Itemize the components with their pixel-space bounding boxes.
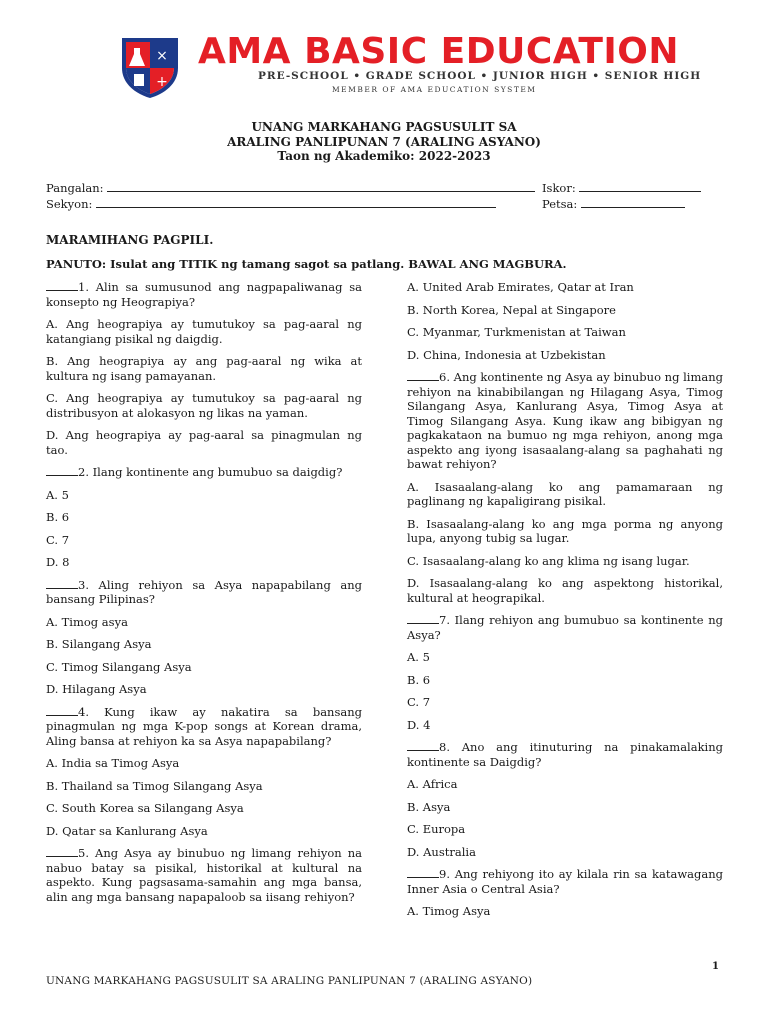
question-4: 4. Kung ikaw ay nakatira sa bansang pinagmulan ng mga K-pop songs at Korean drama, Aling bansa at rehiyon ka sa Asya napapabilang? bbox=[46, 704, 362, 748]
option: C. Europa bbox=[407, 822, 466, 836]
option: D. Isasaalang-alang ko ang aspektong historikal, kultural at heograpikal. bbox=[407, 576, 723, 605]
option: D. 8 bbox=[46, 555, 70, 569]
answer-blank[interactable] bbox=[46, 705, 78, 716]
option: C. South Korea sa Silangang Asya bbox=[46, 801, 244, 815]
answer-blank[interactable] bbox=[46, 280, 78, 291]
svg-text:×: × bbox=[156, 48, 168, 64]
right-column bbox=[407, 280, 723, 927]
answer-blank[interactable] bbox=[407, 740, 439, 751]
option: A. Ang heograpiya ay tumutukoy sa pag-aaral ng katangiang pisikal ng daigdig. bbox=[46, 317, 362, 346]
date-label: Petsa: bbox=[542, 197, 578, 211]
question-5: 5. Ang Asya ay binubuo ng limang rehiyon na nabuo batay sa pisikal, historikal at kultural na aspekto. Kung pagsasama-samahin ang mga bansa, alin ang mga bansang napapaloob sa iisang rehiyon? bbox=[46, 846, 362, 904]
option: A. Timog asya bbox=[46, 614, 128, 629]
answer-blank[interactable] bbox=[407, 867, 439, 878]
section-label: Sekyon: bbox=[46, 197, 93, 211]
score-field[interactable] bbox=[579, 180, 701, 192]
question-8: 8. Ano ang itinuturing na pinakamalaking kontinente sa Daigdig? bbox=[407, 740, 723, 769]
question-6: 6. Ang kontinente ng Asya ay binubuo ng limang rehiyon na kinabibilangan ng Hilagang Asya, Timog Silangang Asya, Kanlurang Asya, Timog Asya at Timog Silangang Asya. Kung ikaw ang bibigyan ng pagkakataon na bumuo ng mga rehiyon, anong mga aspekto ang iyong isasaalang-alang sa paghahati ng bawat rehiyon? bbox=[407, 370, 723, 471]
name-label: Pangalan: bbox=[46, 181, 104, 195]
option: C. 7 bbox=[46, 532, 70, 547]
section-field[interactable] bbox=[96, 196, 496, 208]
option: D. Australia bbox=[407, 844, 476, 859]
score-label: Iskor: bbox=[542, 181, 576, 195]
option: B. Thailand sa Timog Silangang Asya bbox=[46, 778, 263, 793]
option: B. North Korea, Nepal at Singapore bbox=[407, 302, 616, 317]
exam-title bbox=[0, 120, 768, 164]
option: B. 6 bbox=[407, 672, 431, 687]
option: B. Asya bbox=[407, 799, 451, 814]
option: C. Myanmar, Turkmenistan at Taiwan bbox=[407, 325, 626, 339]
question-7: 7. Ilang rehiyon ang bumubuo sa kontinente ng Asya? bbox=[407, 613, 723, 642]
section-heading: MARAMIHANG PAGPILI. bbox=[46, 233, 214, 247]
name-field[interactable] bbox=[107, 180, 535, 192]
instructions: PANUTO: Isulat ang TITIK ng tamang sagot sa patlang. BAWAL ANG MAGBURA. bbox=[46, 257, 567, 271]
answer-blank[interactable] bbox=[46, 846, 78, 857]
option: A. Isasaalang-alang ko ang pamamaraan ng paglinang ng kapaligirang pisikal. bbox=[407, 479, 723, 508]
page-footer: UNANG MARKAHANG PAGSUSULIT SA ARALING PANLIPUNAN 7 (ARALING ASYANO) bbox=[46, 975, 533, 987]
question-1: 1. Alin sa sumusunod ang nagpapaliwanag sa konsepto ng Heograpiya? bbox=[46, 280, 362, 309]
brand-name: AMA BASIC EDUCATION bbox=[198, 31, 680, 72]
option: D. Hilagang Asya bbox=[46, 682, 147, 696]
question-2: 2. Ilang kontinente ang bumubuo sa daigdig? bbox=[46, 465, 362, 480]
answer-blank[interactable] bbox=[407, 613, 439, 624]
option: D. China, Indonesia at Uzbekistan bbox=[407, 347, 606, 362]
student-info-fields bbox=[46, 180, 726, 212]
option: A. 5 bbox=[46, 487, 69, 502]
section-row bbox=[46, 196, 726, 212]
title-line-3: Taon ng Akademiko: 2022-2023 bbox=[277, 149, 491, 163]
option: C. Timog Silangang Asya bbox=[46, 659, 192, 674]
brand-subtitle: PRE-SCHOOL • GRADE SCHOOL • JUNIOR HIGH • SENIOR HIGH bbox=[258, 70, 702, 82]
option: B. Isasaalang-alang ko ang mga porma ng anyong lupa, anyong tubig sa lugar. bbox=[407, 516, 723, 545]
svg-text:+: + bbox=[156, 74, 168, 90]
option: C. Isasaalang-alang ko ang klima ng isang lugar. bbox=[407, 553, 690, 568]
answer-blank[interactable] bbox=[407, 370, 439, 381]
option: A. Africa bbox=[407, 777, 458, 791]
left-column bbox=[46, 280, 362, 912]
option: A. Timog Asya bbox=[407, 904, 491, 918]
option: D. Qatar sa Kanlurang Asya bbox=[46, 823, 208, 838]
option: C. 7 bbox=[407, 695, 431, 709]
option: C. Ang heograpiya ay tumutukoy sa pag-aaral ng distribusyon at alokasyon ng likas na yaman. bbox=[46, 391, 362, 420]
option: A. 5 bbox=[407, 650, 430, 664]
option: D. Ang heograpiya ay pag-aaral sa pinagmulan ng tao. bbox=[46, 428, 362, 457]
option: B. Ang heograpiya ay ang pag-aaral ng wika at kultura ng isang pamayanan. bbox=[46, 354, 362, 383]
answer-blank[interactable] bbox=[46, 465, 78, 476]
brand-member-line: MEMBER OF AMA EDUCATION SYSTEM bbox=[332, 85, 537, 94]
question-3: 3. Aling rehiyon sa Asya napapabilang ang bansang Pilipinas? bbox=[46, 577, 362, 606]
page-number: 1 bbox=[712, 961, 719, 972]
date-field[interactable] bbox=[581, 196, 685, 208]
title-line-1: UNANG MARKAHANG PAGSUSULIT SA bbox=[251, 120, 517, 134]
option: B. Silangang Asya bbox=[46, 637, 152, 651]
ama-shield-logo-icon bbox=[118, 34, 182, 100]
option: A. United Arab Emirates, Qatar at Iran bbox=[407, 280, 634, 294]
school-header bbox=[112, 30, 712, 100]
option: D. 4 bbox=[407, 717, 431, 732]
name-row bbox=[46, 180, 726, 196]
question-9: 9. Ang rehiyong ito ay kilala rin sa katawagang Inner Asia o Central Asia? bbox=[407, 867, 723, 896]
option: A. India sa Timog Asya bbox=[46, 756, 180, 770]
answer-blank[interactable] bbox=[46, 578, 78, 589]
title-line-2: ARALING PANLIPUNAN 7 (ARALING ASYANO) bbox=[227, 134, 541, 149]
option: B. 6 bbox=[46, 510, 70, 524]
